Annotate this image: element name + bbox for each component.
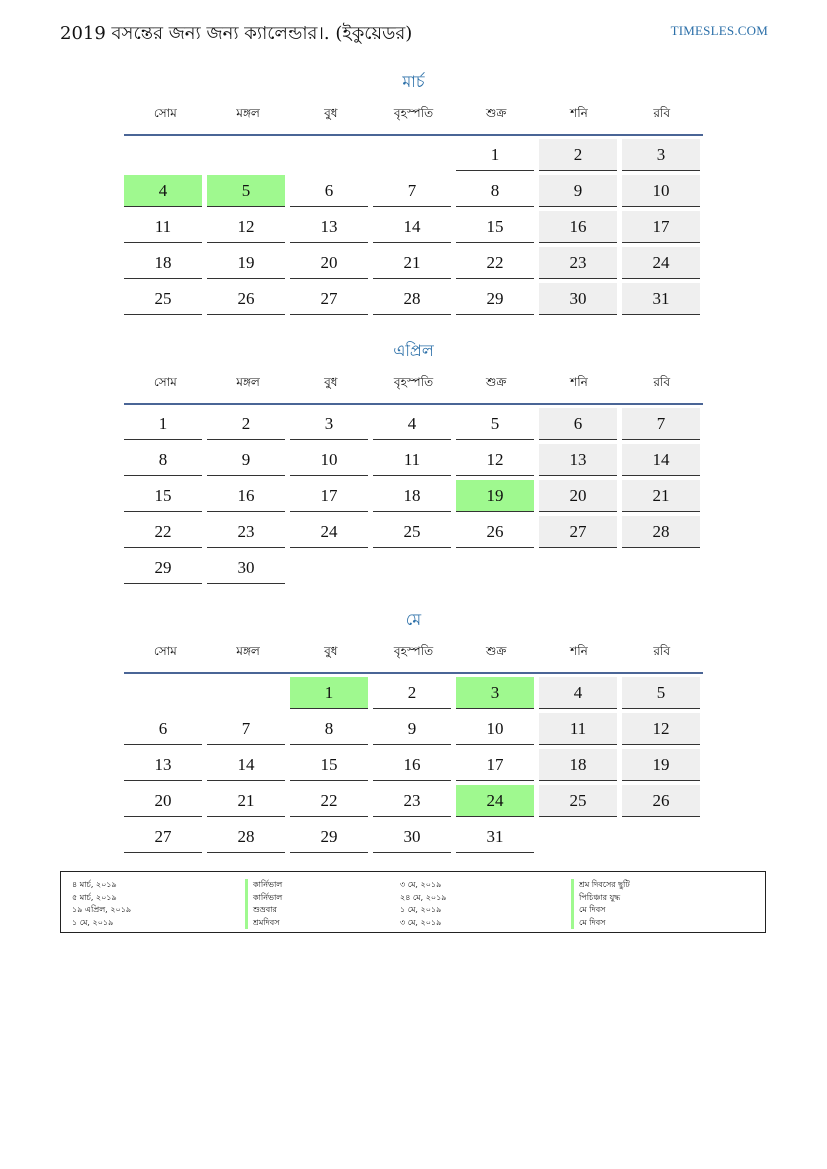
day-cell: 8 (124, 444, 202, 476)
day-cell: 21 (622, 480, 700, 512)
day-cell: 30 (207, 552, 285, 584)
day-cell: 27 (290, 283, 368, 315)
week-row (124, 785, 703, 821)
day-cell: 3 (456, 677, 534, 709)
weekday-label: শনি (570, 106, 588, 120)
month-title: মার্চ (402, 72, 425, 91)
day-cell: 26 (207, 283, 285, 315)
day-cell: 1 (124, 408, 202, 440)
day-cell: 25 (539, 785, 617, 817)
day-cell (290, 552, 368, 583)
day-cell: 22 (124, 516, 202, 548)
weekday-label: বৃহস্পতি (393, 644, 434, 658)
day-cell: 21 (373, 247, 451, 279)
day-cell: 5 (622, 677, 700, 709)
weeks-grid (124, 136, 703, 319)
day-cell: 28 (373, 283, 451, 315)
weekday-label: রবি (653, 644, 671, 658)
day-cell: 12 (456, 444, 534, 476)
day-cell: 20 (124, 785, 202, 817)
legend-name: পিচিঞ্চার যুদ্ধ (571, 892, 630, 905)
day-cell: 1 (290, 677, 368, 709)
day-cell: 4 (373, 408, 451, 440)
week-row (124, 677, 703, 713)
day-cell: 29 (290, 821, 368, 853)
day-cell: 23 (207, 516, 285, 548)
day-cell: 8 (290, 713, 368, 745)
day-cell: 24 (456, 785, 534, 817)
weekday-label: সোম (153, 375, 177, 389)
day-cell: 20 (539, 480, 617, 512)
week-row (124, 749, 703, 785)
day-cell: 22 (456, 247, 534, 279)
day-cell: 17 (622, 211, 700, 243)
day-cell: 30 (539, 283, 617, 315)
day-cell: 11 (124, 211, 202, 243)
day-cell: 14 (207, 749, 285, 781)
day-cell: 22 (290, 785, 368, 817)
day-cell: 2 (373, 677, 451, 709)
day-cell: 18 (124, 247, 202, 279)
weekday-header (124, 96, 703, 136)
day-cell: 24 (290, 516, 368, 548)
week-row (124, 444, 703, 480)
legend-date: ১ মে, ২০১৯ (72, 917, 114, 927)
day-cell: 10 (622, 175, 700, 207)
weekday-label: শুক্র (486, 106, 507, 120)
legend-date: ৪ মার্চ, ২০১৯ (72, 880, 117, 889)
legend-name: শুভ্রবার (245, 904, 282, 917)
day-cell: 9 (373, 713, 451, 745)
day-cell: 6 (290, 175, 368, 207)
weekday-label: মঙ্গল (236, 375, 260, 389)
day-cell: 26 (456, 516, 534, 548)
weekday-label: রবি (653, 106, 671, 120)
week-row (124, 408, 703, 444)
month-block (124, 68, 703, 319)
legend-date: ৫ মার্চ, ২০১৯ (72, 892, 117, 902)
day-cell: 13 (539, 444, 617, 476)
day-cell: 5 (456, 408, 534, 440)
weekday-label: শুক্র (486, 644, 507, 658)
week-row (124, 552, 703, 588)
day-cell: 26 (622, 785, 700, 817)
legend-dates-col-2 (400, 879, 447, 929)
day-cell: 7 (207, 713, 285, 745)
weekday-label: বৃহস্পতি (393, 375, 434, 389)
day-cell: 8 (456, 175, 534, 207)
day-cell (373, 552, 451, 583)
day-cell: 17 (290, 480, 368, 512)
weekday-header (124, 634, 703, 674)
day-cell: 25 (124, 283, 202, 315)
weeks-grid (124, 674, 703, 857)
weekday-label: মঙ্গল (236, 644, 260, 658)
day-cell (622, 552, 700, 583)
day-cell: 4 (124, 175, 202, 207)
day-cell: 7 (373, 175, 451, 207)
day-cell: 27 (124, 821, 202, 853)
day-cell: 6 (124, 713, 202, 745)
legend-name: মে দিবস (571, 917, 630, 930)
weekday-label: রবি (653, 375, 671, 389)
week-row (124, 283, 703, 319)
day-cell: 16 (207, 480, 285, 512)
legend-name: মে দিবস (571, 904, 630, 917)
day-cell: 27 (539, 516, 617, 548)
day-cell: 5 (207, 175, 285, 207)
day-cell: 15 (124, 480, 202, 512)
week-row (124, 516, 703, 552)
day-cell (207, 139, 285, 170)
weekday-label: সোম (153, 106, 177, 120)
day-cell: 10 (456, 713, 534, 745)
day-cell: 21 (207, 785, 285, 817)
day-cell (539, 552, 617, 583)
weeks-grid (124, 405, 703, 588)
day-cell: 2 (539, 139, 617, 171)
week-row (124, 821, 703, 857)
legend-name: কার্নিভাল (245, 892, 282, 905)
day-cell: 9 (207, 444, 285, 476)
weekday-label: মঙ্গল (236, 106, 260, 120)
month-block (124, 337, 703, 588)
day-cell: 13 (124, 749, 202, 781)
day-cell: 28 (207, 821, 285, 853)
weekday-label: সোম (153, 644, 177, 658)
day-cell: 19 (456, 480, 534, 512)
legend-date: ১৯ এপ্রিল, ২০১৯ (72, 905, 132, 914)
weekday-label: বুধ (324, 644, 338, 658)
day-cell: 17 (456, 749, 534, 781)
day-cell: 6 (539, 408, 617, 440)
weekday-label: বুধ (324, 106, 338, 120)
day-cell: 14 (373, 211, 451, 243)
day-cell (124, 139, 202, 170)
day-cell: 31 (622, 283, 700, 315)
day-cell: 2 (207, 408, 285, 440)
day-cell: 23 (539, 247, 617, 279)
day-cell: 29 (124, 552, 202, 584)
month-title: মে (405, 610, 422, 629)
day-cell (373, 139, 451, 170)
day-cell: 11 (373, 444, 451, 476)
day-cell (124, 677, 202, 708)
day-cell: 12 (207, 211, 285, 243)
legend-date: ১ মে, ২০১৯ (400, 905, 442, 914)
day-cell: 16 (373, 749, 451, 781)
day-cell: 25 (373, 516, 451, 548)
legend-names-col-2 (571, 879, 630, 929)
day-cell (290, 139, 368, 170)
day-cell (622, 821, 700, 852)
month-block (124, 606, 703, 857)
week-row (124, 713, 703, 749)
day-cell: 1 (456, 139, 534, 171)
day-cell (539, 821, 617, 852)
holiday-legend (60, 871, 766, 933)
weekday-header (124, 365, 703, 405)
site-link[interactable]: TIMESLES.COM (670, 23, 768, 38)
legend-date: ৩ মে, ২০১৯ (400, 917, 442, 927)
day-cell: 28 (622, 516, 700, 548)
day-cell: 15 (456, 211, 534, 243)
legend-names-col-1 (245, 879, 282, 929)
day-cell: 29 (456, 283, 534, 315)
day-cell: 24 (622, 247, 700, 279)
day-cell: 3 (622, 139, 700, 171)
weekday-label: শনি (570, 644, 588, 658)
legend-date: ২৪ মে, ২০১৯ (400, 892, 447, 902)
day-cell: 18 (539, 749, 617, 781)
day-cell: 31 (456, 821, 534, 853)
week-row (124, 175, 703, 211)
weekday-label: শনি (570, 375, 588, 389)
week-row (124, 139, 703, 175)
day-cell (207, 677, 285, 708)
legend-name: শ্রম দিবসের ছুটি (571, 879, 630, 892)
day-cell: 15 (290, 749, 368, 781)
day-cell: 9 (539, 175, 617, 207)
legend-date: ৩ মে, ২০১৯ (400, 880, 442, 889)
day-cell: 12 (622, 713, 700, 745)
day-cell: 11 (539, 713, 617, 745)
day-cell: 7 (622, 408, 700, 440)
day-cell: 19 (207, 247, 285, 279)
day-cell: 20 (290, 247, 368, 279)
weekday-label: বুধ (324, 375, 338, 389)
week-row (124, 211, 703, 247)
page-title: 2019 বসন্তের জন্য জন্য ক্যালেন্ডার।. (ইকুয়েডর) (60, 23, 413, 44)
day-cell: 19 (622, 749, 700, 781)
week-row (124, 480, 703, 516)
day-cell: 4 (539, 677, 617, 709)
weekday-label: শুক্র (486, 375, 507, 389)
day-cell: 30 (373, 821, 451, 853)
day-cell (456, 552, 534, 583)
day-cell: 10 (290, 444, 368, 476)
legend-dates-col-1 (72, 879, 131, 929)
month-title: এপ্রিল (393, 341, 434, 360)
day-cell: 18 (373, 480, 451, 512)
day-cell: 13 (290, 211, 368, 243)
week-row (124, 247, 703, 283)
day-cell: 23 (373, 785, 451, 817)
legend-name: কার্নিভাল (245, 879, 282, 892)
day-cell: 3 (290, 408, 368, 440)
day-cell: 16 (539, 211, 617, 243)
weekday-label: বৃহস্পতি (393, 106, 434, 120)
day-cell: 14 (622, 444, 700, 476)
legend-name: শ্রমদিবস (245, 917, 282, 930)
